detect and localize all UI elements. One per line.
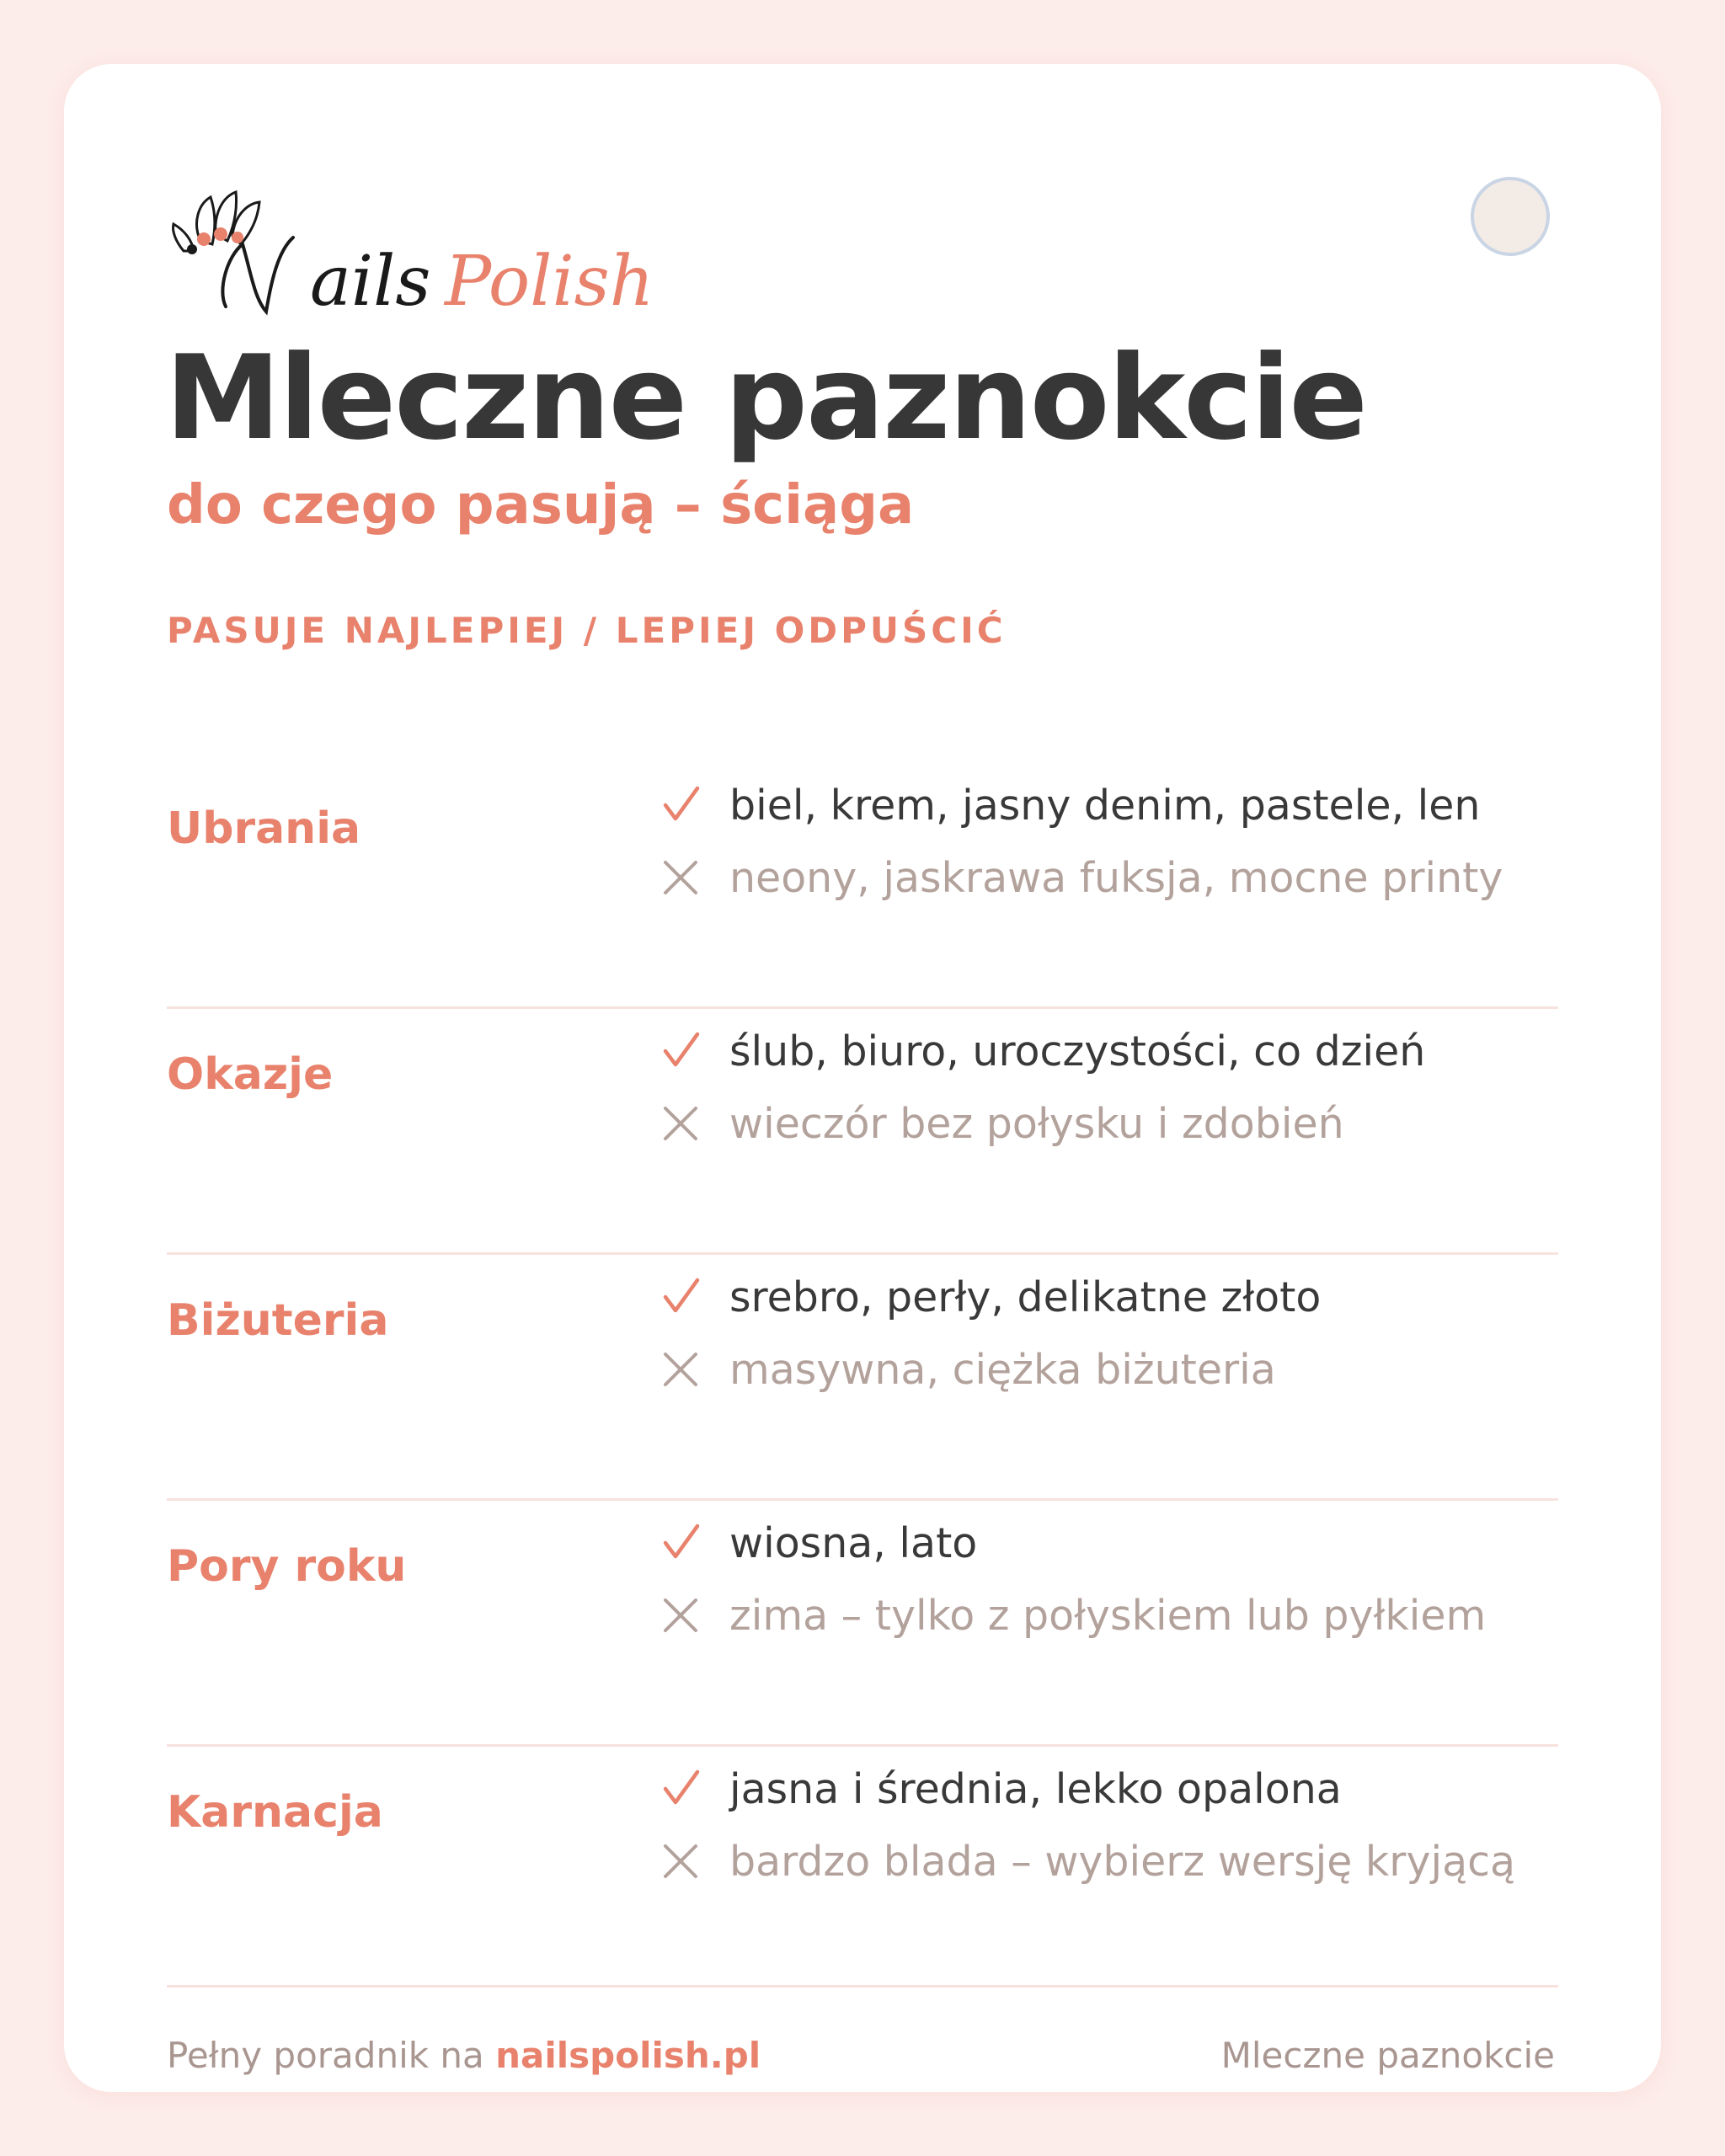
section-heading: PASUJE NAJLEPIEJ / LEPIEJ ODPUŚCIĆ [167, 610, 1007, 651]
row-label: Pory roku [167, 1541, 407, 1592]
page-subtitle: do czego pasują – ściąga [167, 474, 915, 536]
list-item [167, 1501, 1558, 1747]
brand-logo[interactable] [167, 163, 689, 349]
check-icon [655, 1272, 706, 1322]
list-item [167, 1747, 1558, 1993]
list-item [167, 1255, 1558, 1501]
footer-topic: Mleczne paznokcie [1220, 2035, 1555, 2076]
row-label: Biżuteria [167, 1295, 389, 1346]
good-text: srebro, perły, delikatne złoto [729, 1273, 1322, 1321]
good-text: jasna i średnia, lekko opalona [729, 1764, 1342, 1813]
good-line [655, 1518, 977, 1568]
bad-text: bardzo blada – wybierz wersję kryjącą [729, 1837, 1516, 1886]
cross-icon [655, 1344, 706, 1395]
bad-text: masywna, ciężka biżuteria [729, 1345, 1276, 1394]
nail-fan-icon [167, 163, 689, 349]
bad-line [655, 1098, 1344, 1149]
cheat-sheet-card [64, 64, 1661, 2092]
footer-prefix: Pełny poradnik na [167, 2035, 496, 2076]
list-item [167, 1009, 1558, 1255]
bad-text: zima – tylko z połyskiem lub pyłkiem [729, 1591, 1487, 1640]
good-text: ślub, biuro, uroczystości, co dzień [729, 1027, 1426, 1075]
good-line [655, 780, 1480, 830]
svg-text:ails: ails [310, 242, 431, 322]
bad-line [655, 1836, 1515, 1886]
good-line [655, 1272, 1321, 1322]
bad-line [655, 1590, 1486, 1641]
list-item [167, 763, 1558, 1009]
cross-icon [655, 852, 706, 903]
bad-line [655, 1344, 1276, 1395]
row-label: Karnacja [167, 1787, 383, 1838]
good-text: wiosna, lato [729, 1518, 978, 1567]
check-icon [655, 780, 706, 830]
row-label: Ubrania [167, 803, 361, 854]
cross-icon [655, 1590, 706, 1641]
good-line [655, 1026, 1425, 1076]
svg-text:Polish: Polish [445, 242, 654, 322]
site-link[interactable]: nailspolish.pl [495, 2035, 761, 2076]
recommendation-list [167, 763, 1558, 1993]
good-line [655, 1764, 1342, 1814]
page-title: Mleczne paznokcie [165, 330, 1366, 466]
bad-text: neony, jaskrawa fuksja, mocne printy [729, 853, 1503, 902]
check-icon [655, 1764, 706, 1814]
cross-icon [655, 1836, 706, 1886]
color-swatch [1471, 177, 1550, 256]
cross-icon [655, 1098, 706, 1149]
row-label: Okazje [167, 1049, 334, 1100]
footer-divider [167, 1985, 1558, 1988]
good-text: biel, krem, jasny denim, pastele, len [729, 781, 1481, 830]
check-icon [655, 1026, 706, 1076]
footer-guide-link [167, 2035, 761, 2076]
bad-line [655, 852, 1503, 903]
bad-text: wieczór bez połysku i zdobień [729, 1099, 1344, 1148]
check-icon [655, 1518, 706, 1568]
